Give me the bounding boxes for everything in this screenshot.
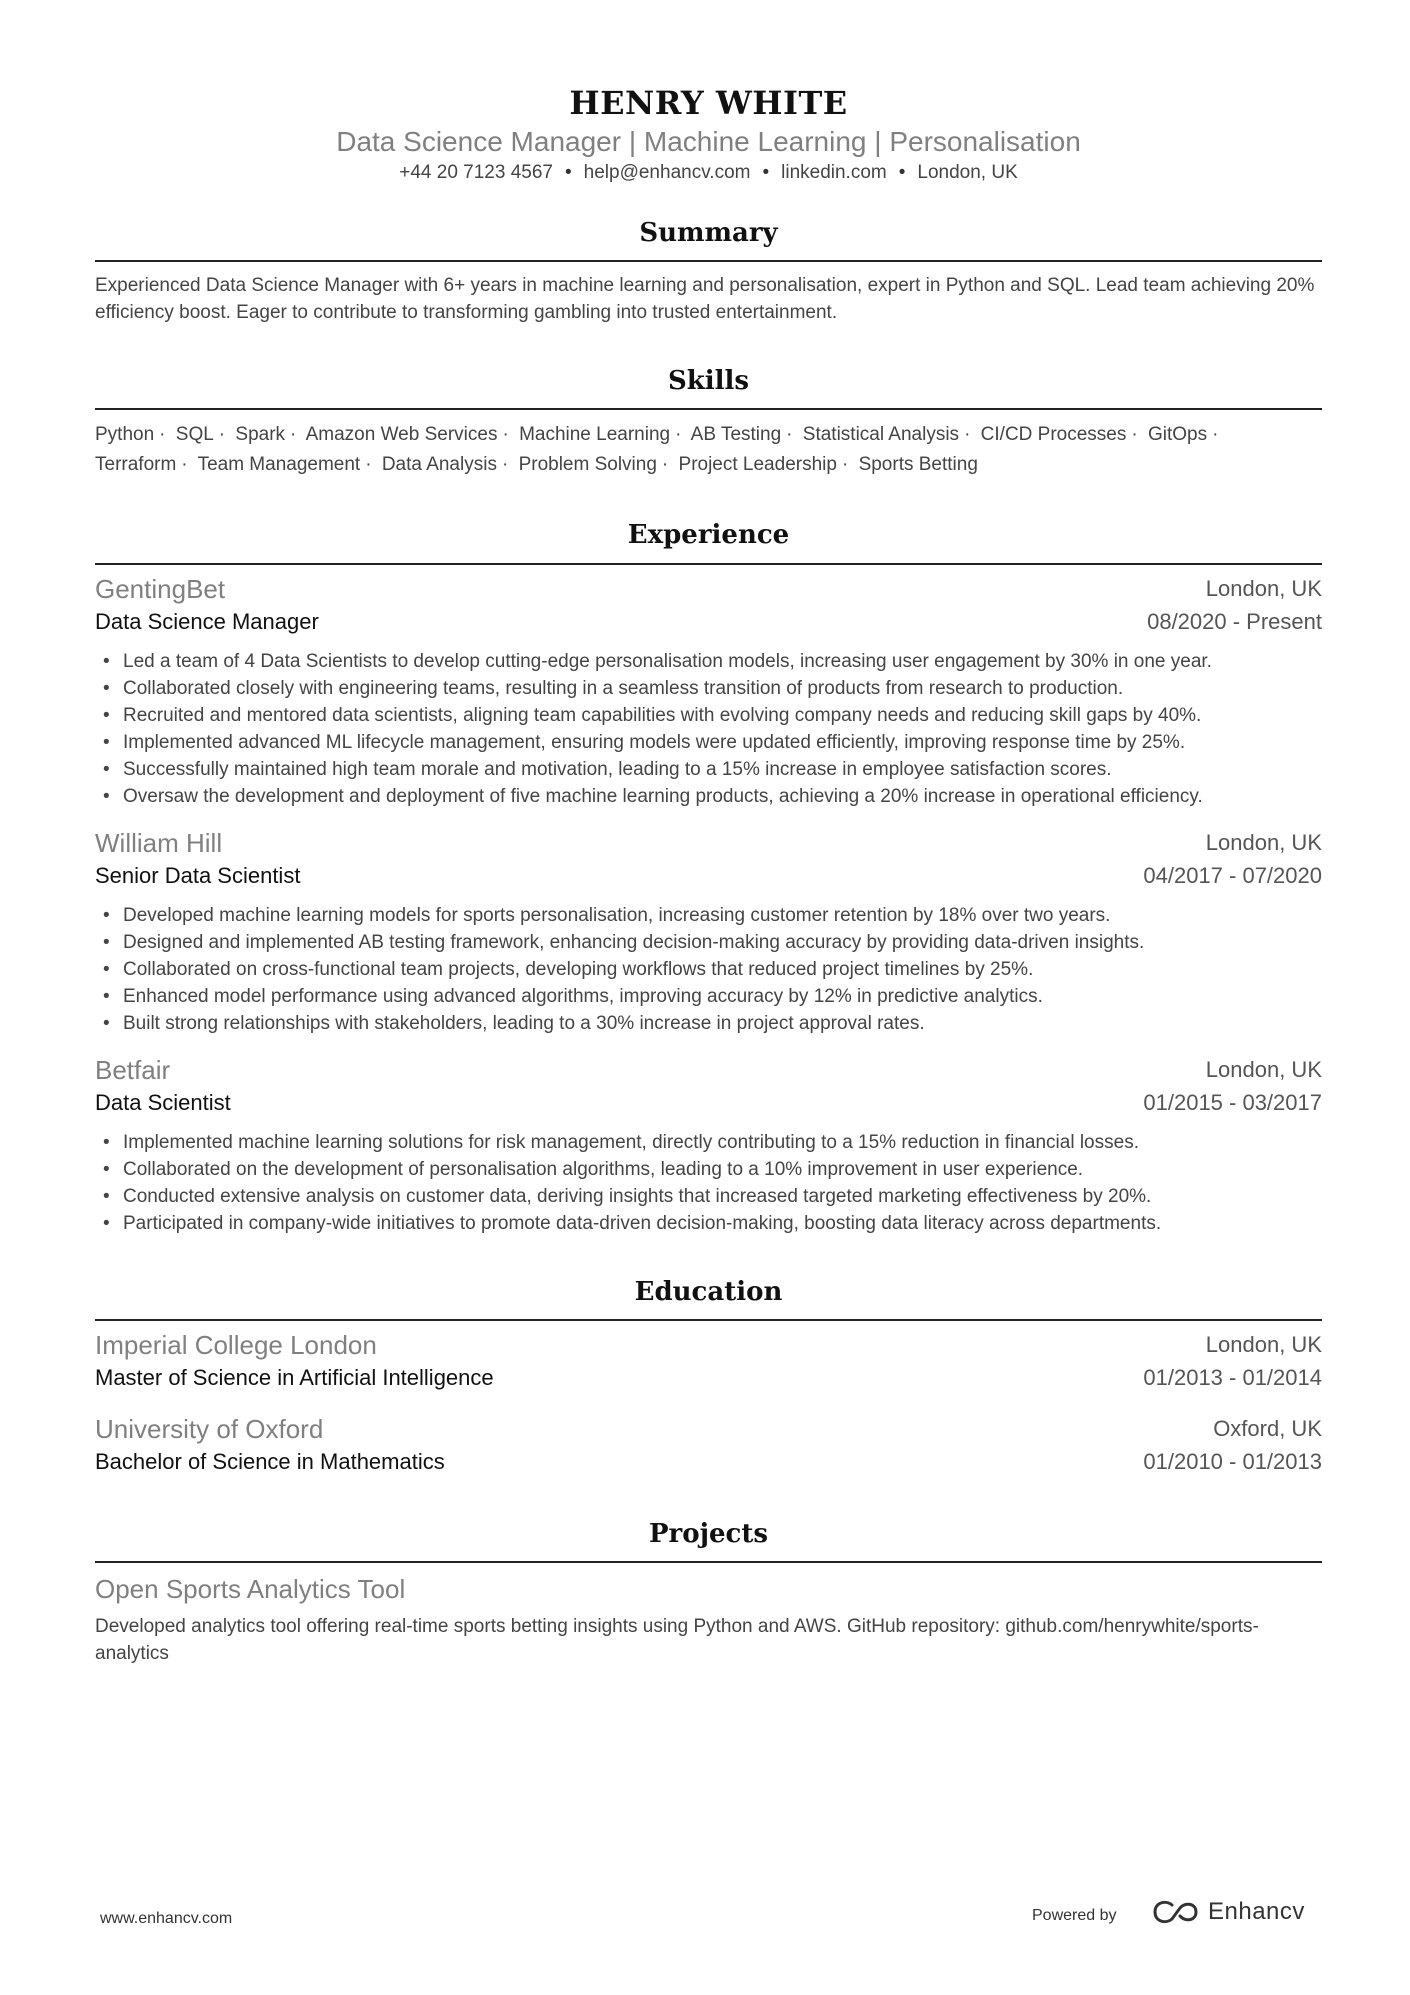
experience-entry [95,828,1322,1037]
list-item: • Implemented advanced ML lifecycle management, ensuring models were updated efficiently, improving response time by 25%. [123,729,1322,756]
company-name: William Hill [95,828,223,858]
skill-separator: · [1212,424,1219,445]
list-item: • Designed and implemented AB testing framework, enhancing decision-making accuracy by providing data-driven insights. [123,929,1322,956]
list-item: • Led a team of 4 Data Scientists to develop cutting-edge personalisation models, increasing user engagement by 30% in one year. [123,648,1322,675]
skill-item: Project Leadership [678,454,837,475]
section-divider [95,1319,1322,1321]
project-entry [95,1574,1322,1667]
headline: Data Science Manager | Machine Learning | Personalisation [336,126,1081,157]
section-divider [95,563,1322,565]
education-entry [95,1330,1322,1400]
enhancv-logo-icon [1152,1899,1200,1925]
skill-item: SQL [175,424,214,445]
skills-list [95,420,1322,480]
skill-separator: · [365,454,372,475]
skill-separator: · [786,424,793,445]
skill-separator: · [1131,424,1138,445]
skill-item: Data Analysis [381,454,497,475]
list-item: • Built strong relationships with stakeholders, leading to a 30% increase in project approval rates. [123,1010,1322,1037]
company-name: GentingBet [95,574,226,604]
contact-line [95,162,1322,184]
education-dates: 01/2010 - 01/2013 [1143,1449,1322,1474]
section-divider [95,408,1322,410]
project-name: Open Sports Analytics Tool [95,1574,406,1604]
achievement-list [95,1129,1322,1237]
education-entry [95,1414,1322,1484]
enhancv-logo[interactable] [1152,1898,1305,1926]
school-location: Oxford, UK [1213,1416,1322,1441]
school-name: University of Oxford [95,1414,324,1444]
skill-separator: · [661,454,669,475]
skill-separator: · [218,424,226,445]
skill-separator: · [181,454,188,475]
list-item: • Developed machine learning models for sports personalisation, increasing customer retention by 18% over two years. [123,902,1322,929]
projects-heading: Projects [648,1519,769,1549]
job-dates: 01/2015 - 03/2017 [1143,1090,1322,1115]
contact-phone: +44 20 7123 4567 [399,162,553,183]
job-dates: 08/2020 - Present [1147,609,1322,634]
section-divider [95,1561,1322,1563]
job-location: London, UK [1205,576,1322,601]
brand-name: Enhancv [1208,1898,1305,1925]
skill-item: GitOps [1147,424,1208,445]
job-title: Data Science Manager [95,609,319,634]
footer-url[interactable]: www.enhancv.com [100,1910,233,1927]
list-item: • Collaborated on the development of personalisation algorithms, leading to a 10% improvement in user experience. [123,1156,1322,1183]
contact-separator: • [762,162,770,183]
company-name: Betfair [95,1055,171,1085]
list-item: • Successfully maintained high team morale and motivation, leading to a 15% increase in employee satisfaction scores. [123,756,1322,783]
degree: Bachelor of Science in Mathematics [95,1449,445,1474]
skill-item: AB Testing [690,424,782,445]
skill-item: Python [95,424,155,445]
skill-item: Machine Learning [519,424,671,445]
education-dates: 01/2013 - 01/2014 [1143,1365,1322,1390]
job-dates: 04/2017 - 07/2020 [1143,863,1322,888]
job-location: London, UK [1205,1057,1322,1082]
experience-entry [95,1055,1322,1237]
skill-separator: · [290,424,297,445]
skill-item: Problem Solving [518,454,657,475]
project-description: Developed analytics tool offering real-time sports betting insights using Python and AWS. GitHub repository: github.com/henrywhite/sports-analytics [95,1616,1259,1664]
powered-by-label: Powered by [1032,1907,1117,1924]
education-heading: Education [634,1277,783,1307]
achievement-list [95,902,1322,1037]
contact-linkedin[interactable]: linkedin.com [781,162,887,183]
list-item: • Collaborated closely with engineering teams, resulting in a seamless transition of products from research to production. [123,675,1322,702]
skills-heading: Skills [667,366,750,396]
contact-email[interactable]: help@enhancv.com [583,162,751,183]
skill-separator: · [841,454,849,475]
list-item: • Recruited and mentored data scientists, aligning team capabilities with evolving company needs and reducing skill gaps by 40%. [123,702,1322,729]
list-item: • Conducted extensive analysis on customer data, deriving insights that increased targeted marketing effectiveness by 20%. [123,1183,1322,1210]
summary-text: Experienced Data Science Manager with 6+ years in machine learning and personalisation, expert in Python and SQL. Lead team achieving 20% efficiency boost. Eager to contribute to transforming gambling into trusted entertainment. [95,275,1315,323]
experience-entry [95,574,1322,810]
skill-item: CI/CD Processes [980,424,1127,445]
experience-heading: Experience [627,520,790,550]
list-item: • Participated in company-wide initiatives to promote data-driven decision-making, boosting data literacy across departments. [123,1210,1322,1237]
candidate-name: HENRY WHITE [569,84,848,122]
skill-separator: · [501,454,509,475]
list-item: • Oversaw the development and deployment of five machine learning products, achieving a 20% increase in operational efficiency. [123,783,1322,810]
skill-item: Amazon Web Services [305,424,498,445]
list-item: • Enhanced model performance using advanced algorithms, improving accuracy by 12% in predictive analytics. [123,983,1322,1010]
job-location: London, UK [1205,830,1322,855]
skill-item: Statistical Analysis [802,424,960,445]
job-title: Senior Data Scientist [95,863,301,888]
skill-item: Spark [235,424,286,445]
skill-separator: · [675,424,682,445]
achievement-list [95,648,1322,810]
school-name: Imperial College London [95,1330,377,1360]
contact-separator: • [898,162,906,183]
skill-separator: · [964,424,971,445]
summary-heading: Summary [639,218,778,248]
contact-location: London, UK [917,162,1018,183]
skill-item: Terraform [95,454,177,475]
section-divider [95,260,1322,262]
contact-separator: • [565,162,572,183]
skill-item: Team Management [197,454,361,475]
list-item: • Implemented machine learning solutions for risk management, directly contributing to a 15% reduction in financial losses. [123,1129,1322,1156]
skill-item: Sports Betting [858,454,978,475]
list-item: • Collaborated on cross-functional team projects, developing workflows that reduced project timelines by 25%. [123,956,1322,983]
skill-separator: · [159,424,166,445]
job-title: Data Scientist [95,1090,231,1115]
skill-separator: · [502,424,509,445]
degree: Master of Science in Artificial Intelligence [95,1365,494,1390]
school-location: London, UK [1205,1332,1322,1357]
